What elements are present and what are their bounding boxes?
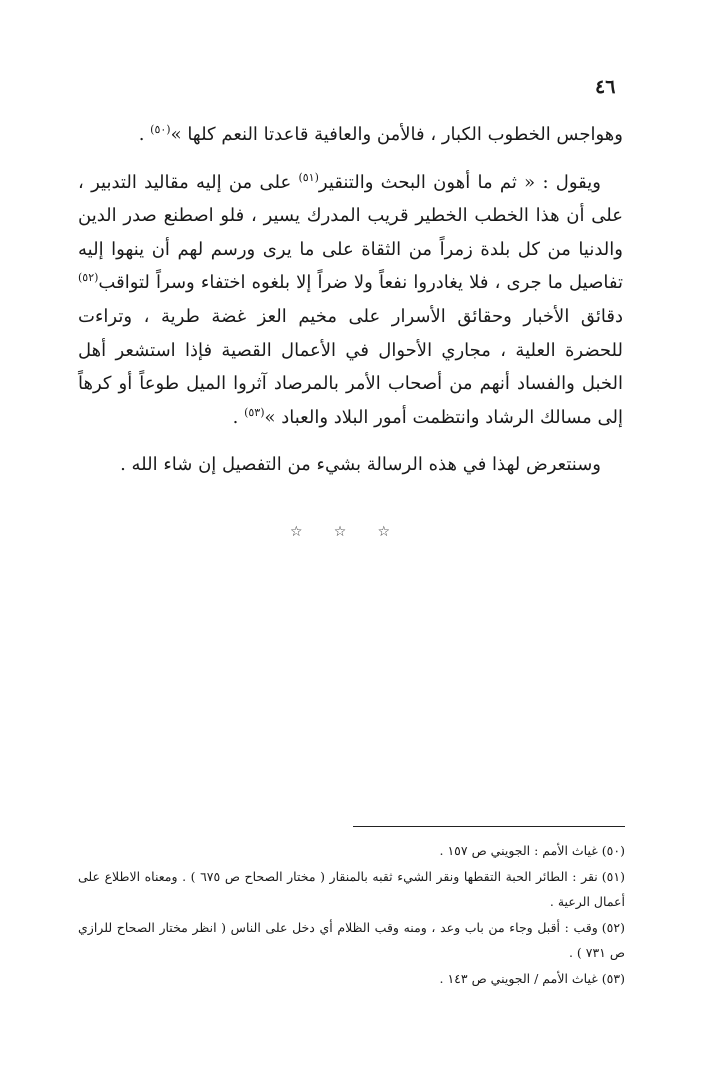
footnote-number: (٥٣) (601, 970, 625, 986)
footnote-number: (٥٢) (601, 919, 625, 935)
footnote-53 (78, 966, 625, 992)
footnote-ref-52: (٥٢) (78, 271, 99, 285)
paragraph-2-part-b: على من إليه مقاليد التدبير ، على أن هذا الخطب الخطير قريب المدرك يسير ، فلو اصطنع صدر الدين والدنيا من كل بلدة زمراً من الثقاة على ما يرى ورسم لهم أن ينهوا إليه تفاصيل ما جرى ، فلا يغادروا نفعاً ولا ضراً إلا بلغوه اختفاء وسراً لتواقب (78, 171, 623, 294)
paragraph-1-end: . (138, 124, 151, 145)
footnote-number: (٥١) (601, 868, 625, 884)
paragraph-2-end: . (232, 406, 245, 428)
page-number: ٤٦ (595, 76, 616, 98)
main-text (78, 118, 623, 482)
footnote-text: غياث الأمم / الجويني ص ١٤٣ . (439, 970, 598, 986)
paragraph-1 (78, 118, 623, 152)
star-icon: ☆ (333, 524, 347, 540)
footnote-ref-50: (٥٠) (150, 123, 171, 136)
paragraph-2 (78, 166, 623, 435)
footnote-52 (78, 915, 625, 966)
paragraph-1-text: وهواجس الخطوب الكبار ، فالأمن والعافية قاعدتا النعم كلها » (170, 124, 623, 145)
star-icon: ☆ (290, 524, 303, 540)
paragraph-2-part-a: ويقول : « ثم ما أهون البحث والتنقير (318, 171, 601, 193)
star-icon: ☆ (377, 524, 390, 540)
footnote-51 (78, 864, 625, 915)
footnote-text: نقر : الطائر الحبة التقطها ونقر الشيء ثقبه بالمنقار ( مختار الصحاح ص ٦٧٥ ) . ومعناه الاطلاع على أعمال الرعية . (78, 868, 625, 909)
footnote-divider (353, 826, 625, 827)
footnote-number: (٥٠) (601, 843, 625, 858)
section-separator (290, 524, 390, 540)
footnotes (78, 838, 625, 991)
footnote-text: غياث الأمم : الجويني ص ١٥٧ . (439, 843, 598, 858)
footnote-ref-51: (٥١) (298, 170, 319, 184)
paragraph-2-part-c: دقائق الأخبار وحقائق الأسرار على مخيم العز غضة طرية ، وتراءت للحضرة العلية ، مجاري الأحوال في الأعمال القصية فإذا استشعر أهل الخبل والفساد أنهم من أصحاب الأمر بالمرصاد آثروا الميل طوعاً أو كرهاً إلى مسالك الرشاد وانتظمت أمور البلاد والعباد » (78, 305, 623, 428)
footnote-50 (78, 838, 625, 864)
footnote-text: وقب : أقبل وجاء من باب وعد ، ومنه وقب الظلام أي دخل على الناس ( انظر مختار الصحاح للرازي ص ٧٣١ ) . (78, 919, 625, 960)
paragraph-3: وسنتعرض لهذا في هذه الرسالة بشيء من التفصيل إن شاء الله . (120, 454, 601, 476)
footnote-ref-53: (٥٣) (244, 405, 265, 419)
